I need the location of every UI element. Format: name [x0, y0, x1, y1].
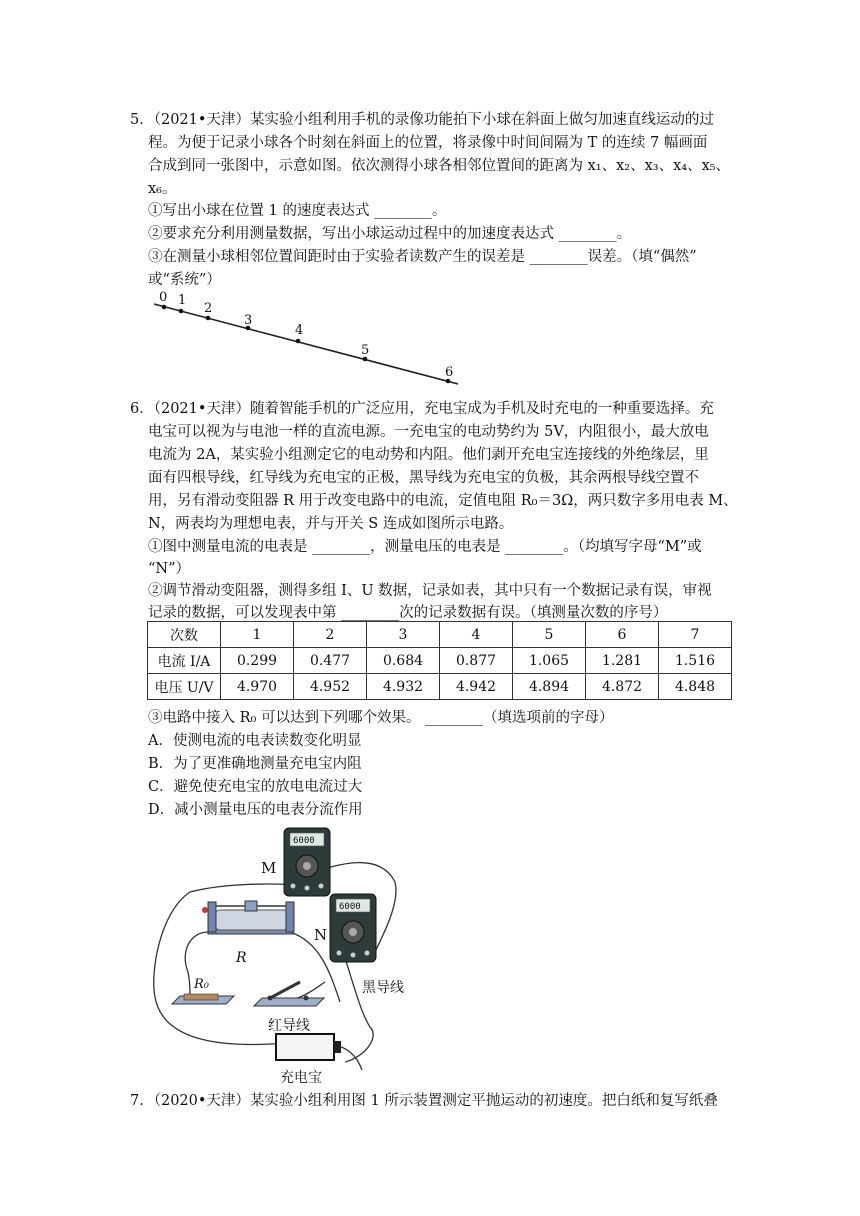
q6-sub2b: 记录的数据，可以发现表中第 ________次的记录数据有误。（填测量次数的序号） [148, 605, 668, 621]
q5-line-3: 合成到同一张图中，示意如图。依次测得小球各相邻位置间的距离为 x₁、x₂、x₃、x₄、x₅、 [148, 158, 731, 174]
table-cell: 1.065 [513, 648, 586, 674]
rheostat-label: R [236, 950, 247, 966]
q5-line-2: 程。为便于记录小球各个时刻在斜面上的位置，将录像中时间间隔为 T 的连续 7 幅画面 [148, 135, 708, 151]
table-cell: 4 [440, 622, 513, 648]
meter-m [284, 828, 330, 896]
table-cell: 4.970 [221, 674, 294, 700]
black-wire-label: 黑导线 [362, 980, 404, 996]
q5-line-1: 5．（2021•天津）某实验小组利用手机的录像功能拍下小球在斜面上做匀加速直线运动的过 [130, 112, 714, 128]
power-bank [276, 1034, 341, 1060]
q5-line-4: x₆。 [148, 181, 177, 197]
incline-line [154, 304, 458, 384]
table-cell: 5 [513, 622, 586, 648]
ball-2 [206, 316, 211, 321]
meter-m-label: M [261, 859, 277, 877]
q6-line-1: 6．（2021•天津）随着智能手机的广泛应用，充电宝成为手机及时充电的一种重要选择。充 [130, 401, 714, 417]
table-cell: 1 [221, 622, 294, 648]
option-b: B．为了更准确地测量充电宝内阻 [148, 756, 362, 772]
table-cell: 0.684 [367, 648, 440, 674]
q6-number: 6． [130, 401, 154, 417]
option-c: C．避免使充电宝的放电电流过大 [148, 779, 363, 795]
label-4: 4 [295, 323, 304, 338]
red-wire-label: 红导线 [268, 1018, 310, 1034]
q6-line-6: N，两表均为理想电表，并与开关 S 连成如图所示电路。 [148, 516, 514, 532]
resistor-r0-label: R₀ [194, 977, 209, 992]
q6-sub3: ③电路中接入 R₀ 可以达到下列哪个效果。 ________（填选项前的字母） [148, 710, 614, 726]
power-bank-label: 充电宝 [280, 1070, 322, 1086]
meter-n-display: 6000 [339, 902, 361, 912]
table-cell: 次数 [148, 622, 221, 648]
q5-sub3a: ③在测量小球相邻位置间距时由于实验者读数产生的误差是 ________误差。（填“偶然” [148, 249, 697, 265]
table-cell: 0.477 [294, 648, 367, 674]
ball-1 [179, 309, 184, 314]
table-cell: 1.516 [659, 648, 732, 674]
table-cell: 4.932 [367, 674, 440, 700]
table-cell: 4.872 [586, 674, 659, 700]
q7-line-1: 7．（2020•天津）某实验小组利用图 1 所示装置测定平抛运动的初速度。把白纸和复写纸叠 [130, 1093, 718, 1109]
ball-0 [162, 305, 167, 310]
option-a: A．使测电流的电表读数变化明显 [148, 733, 362, 749]
label-5: 5 [361, 343, 370, 358]
meter-m-display: 6000 [293, 836, 315, 846]
label-6: 6 [445, 365, 454, 380]
q6-sub1b: “N”） [148, 561, 191, 577]
circuit-figure [150, 822, 440, 1090]
table-cell: 4.942 [440, 674, 513, 700]
table-cell: 4.894 [513, 674, 586, 700]
q5-sub3b: 或“系统”） [148, 272, 221, 288]
option-d: D．减小测量电压的电表分流作用 [148, 802, 363, 818]
table-header-row [148, 622, 732, 648]
q6-line-4: 面有四根导线，红导线为充电宝的正极，黑导线为充电宝的负极，其余两根导线空置不 [148, 470, 699, 486]
table-cell: 7 [659, 622, 732, 648]
label-0: 0 [159, 290, 168, 305]
rheostat [202, 901, 294, 934]
q6-line-2: 电宝可以视为与电池一样的直流电源。一充电宝的电动势约为 5V，内阻很小，最大放电 [148, 424, 709, 440]
table-cell: 4.952 [294, 674, 367, 700]
table-cell: 1.281 [586, 648, 659, 674]
q5-sub1: ①写出小球在位置 1 的速度表达式 ________。 [148, 203, 447, 219]
label-2: 2 [204, 301, 213, 316]
table-cell: 3 [367, 622, 440, 648]
q5-sub2: ②要求充分利用测量数据，写出小球运动过程中的加速度表达式 ________。 [148, 226, 632, 242]
label-1: 1 [178, 293, 187, 308]
q6-line-3: 电流为 2A，某实验小组测定它的电动势和内阻。他们剥开充电宝连接线的外绝缘层，里 [148, 447, 709, 463]
resistor-r0 [172, 994, 234, 1004]
incline-figure [150, 288, 470, 388]
measurement-table [147, 621, 732, 700]
table-cell: 电流 I/A [148, 648, 221, 674]
table-cell: 0.877 [440, 648, 513, 674]
table-cell: 6 [586, 622, 659, 648]
meter-n [330, 894, 376, 962]
meter-n-label: N [314, 926, 328, 944]
q5-number: 5． [130, 112, 154, 128]
table-row [148, 648, 732, 674]
q6-sub1a: ①图中测量电流的电表是 ________，测量电压的电表是 ________。（均填写字母“M”或 [148, 539, 702, 555]
switch-s [254, 982, 324, 1006]
label-3: 3 [244, 313, 253, 328]
q6-sub2a: ②调节滑动变阻器，测得多组 I、U 数据，记录如表，其中只有一个数据记录有误，审视 [148, 583, 712, 599]
table-cell: 2 [294, 622, 367, 648]
table-cell: 0.299 [221, 648, 294, 674]
table-cell: 4.848 [659, 674, 732, 700]
ball-4 [296, 339, 301, 344]
q6-line-5: 用，另有滑动变阻器 R 用于改变电路中的电流，定值电阻 R₀＝3Ω，两只数字多用电表 M、 [148, 493, 738, 509]
table-row [148, 674, 732, 700]
table-cell: 电压 U/V [148, 674, 221, 700]
